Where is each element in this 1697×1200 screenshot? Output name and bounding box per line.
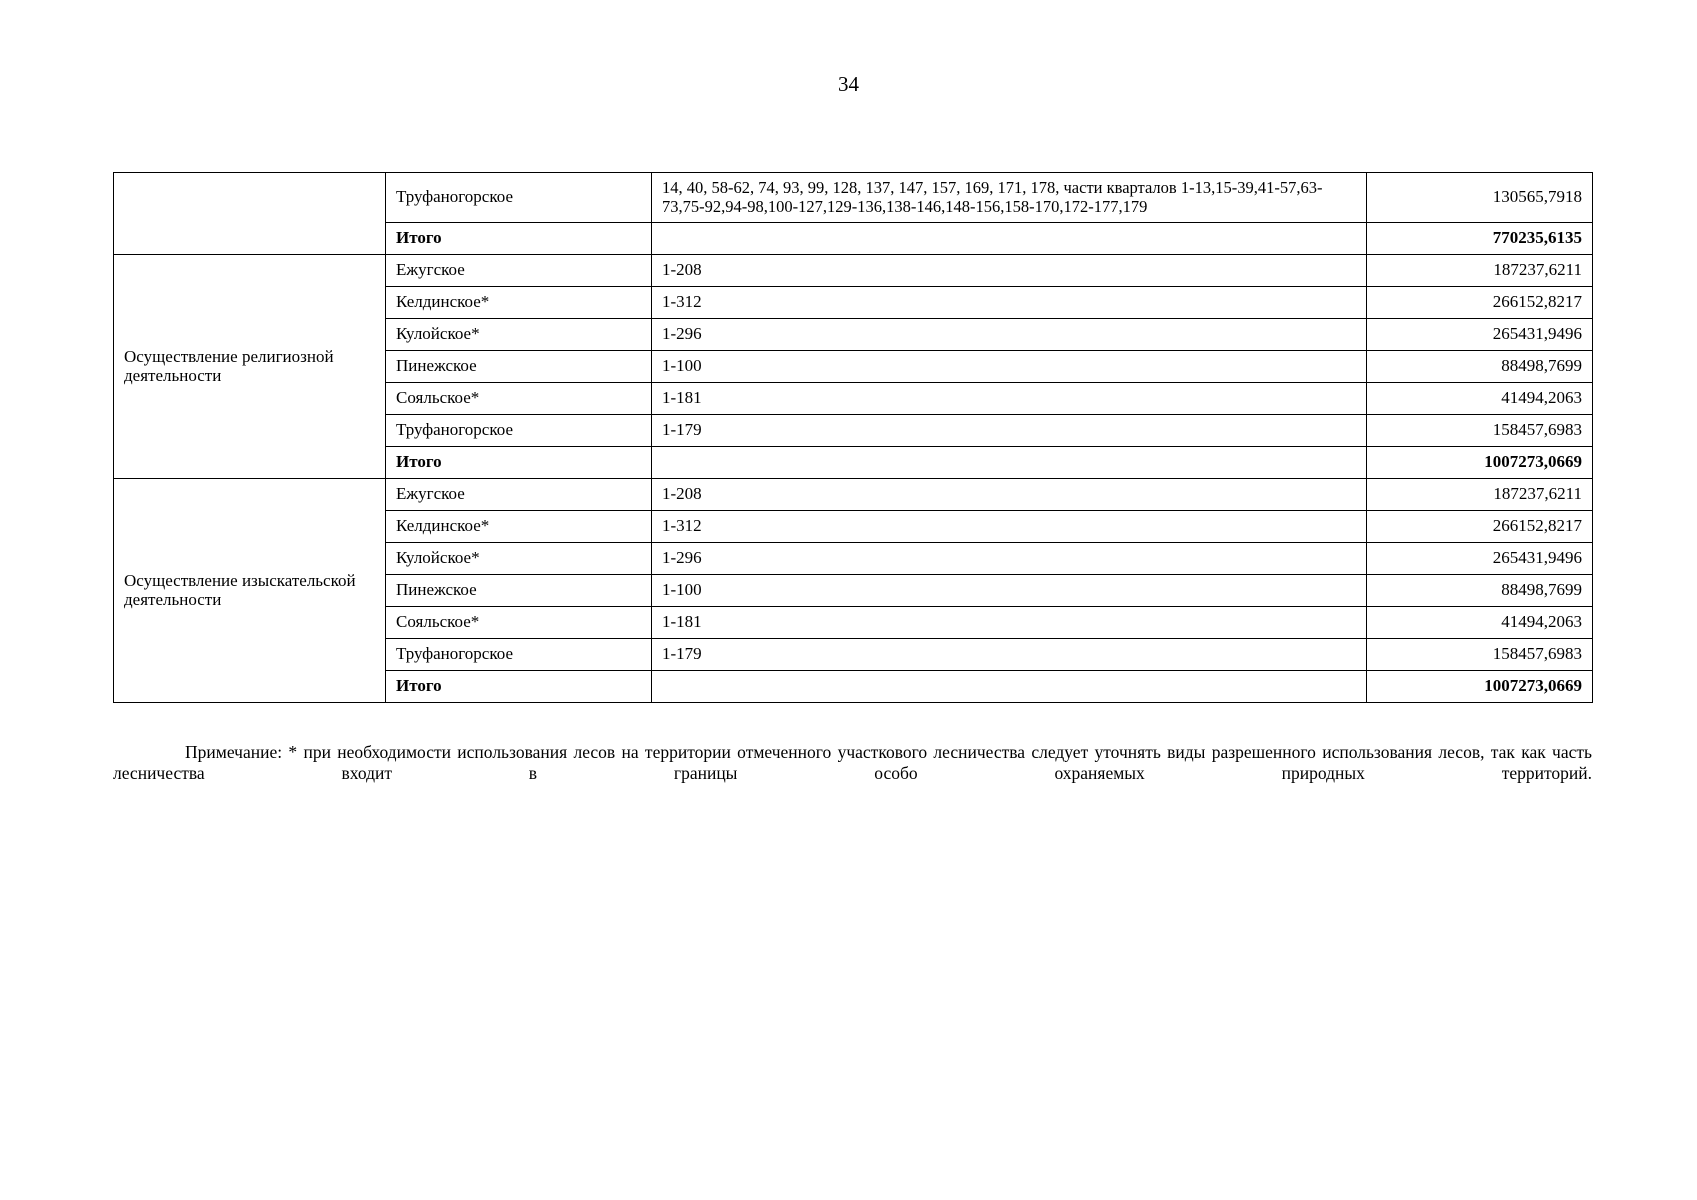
- forestry-cell: Келдинское*: [386, 287, 652, 319]
- forestry-cell: Пинежское: [386, 351, 652, 383]
- forestry-cell: Кулойское*: [386, 319, 652, 351]
- area-cell: 158457,6983: [1367, 415, 1593, 447]
- quarters-cell: 1-100: [652, 575, 1367, 607]
- quarters-cell: 1-179: [652, 415, 1367, 447]
- forestry-cell: Ежугское: [386, 479, 652, 511]
- quarters-cell-empty: [652, 447, 1367, 479]
- area-cell: 158457,6983: [1367, 639, 1593, 671]
- area-cell: 88498,7699: [1367, 351, 1593, 383]
- activity-cell-empty: [114, 173, 386, 255]
- area-cell: 187237,6211: [1367, 255, 1593, 287]
- area-cell: 266152,8217: [1367, 511, 1593, 543]
- total-area: 770235,6135: [1367, 223, 1593, 255]
- quarters-cell-empty: [652, 223, 1367, 255]
- quarters-cell: 1-181: [652, 607, 1367, 639]
- area-cell: 41494,2063: [1367, 607, 1593, 639]
- quarters-cell-empty: [652, 671, 1367, 703]
- total-label: Итого: [386, 671, 652, 703]
- forestry-cell: Келдинское*: [386, 511, 652, 543]
- forestry-cell: Сояльское*: [386, 383, 652, 415]
- area-cell: 265431,9496: [1367, 319, 1593, 351]
- area-cell: 265431,9496: [1367, 543, 1593, 575]
- forestry-cell: Труфаногорское: [386, 173, 652, 223]
- table-row: [114, 255, 1593, 287]
- footnote: Примечание: * при необходимости использования лесов на территории отмеченного участкового лесничества следует уточнять виды разрешенного использования лесов, так как часть лесничества входит в границы особо охраняемых природных территорий.: [113, 741, 1592, 784]
- quarters-cell: 1-312: [652, 287, 1367, 319]
- area-cell: 130565,7918: [1367, 173, 1593, 223]
- quarters-cell: 1-208: [652, 255, 1367, 287]
- forestry-cell: Ежугское: [386, 255, 652, 287]
- table-row: [114, 479, 1593, 511]
- total-area: 1007273,0669: [1367, 447, 1593, 479]
- quarters-cell: 1-181: [652, 383, 1367, 415]
- quarters-cell: 14, 40, 58-62, 74, 93, 99, 128, 137, 147, 157, 169, 171, 178, части кварталов 1-13,15-39,41-57,63-73,75-92,94-98,100-127,129-136,138-146,148-156,158-170,172-177,179: [652, 173, 1367, 223]
- quarters-cell: 1-312: [652, 511, 1367, 543]
- forest-use-table: [113, 172, 1593, 703]
- activity-cell: Осуществление изыскательской деятельности: [114, 479, 386, 703]
- page-number: 34: [838, 72, 859, 96]
- table-row: [114, 173, 1593, 223]
- total-label: Итого: [386, 447, 652, 479]
- forestry-cell: Труфаногорское: [386, 415, 652, 447]
- quarters-cell: 1-208: [652, 479, 1367, 511]
- quarters-cell: 1-296: [652, 543, 1367, 575]
- total-label: Итого: [386, 223, 652, 255]
- area-cell: 88498,7699: [1367, 575, 1593, 607]
- area-cell: 187237,6211: [1367, 479, 1593, 511]
- total-area: 1007273,0669: [1367, 671, 1593, 703]
- forestry-cell: Труфаногорское: [386, 639, 652, 671]
- quarters-cell: 1-100: [652, 351, 1367, 383]
- forestry-cell: Сояльское*: [386, 607, 652, 639]
- forestry-cell: Пинежское: [386, 575, 652, 607]
- forestry-cell: Кулойское*: [386, 543, 652, 575]
- area-cell: 41494,2063: [1367, 383, 1593, 415]
- activity-cell: Осуществление религиозной деятельности: [114, 255, 386, 479]
- area-cell: 266152,8217: [1367, 287, 1593, 319]
- quarters-cell: 1-296: [652, 319, 1367, 351]
- quarters-cell: 1-179: [652, 639, 1367, 671]
